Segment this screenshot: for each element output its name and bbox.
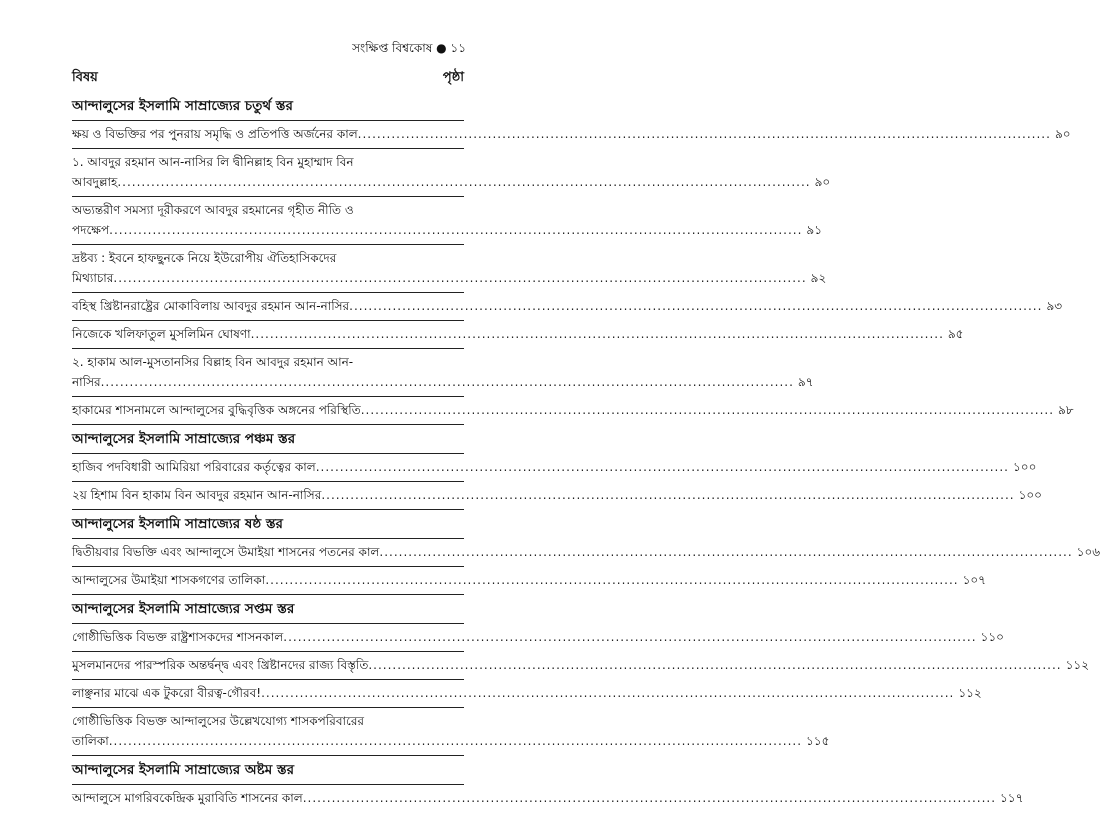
page-number: ৯০	[1054, 127, 1071, 141]
dot-leader	[113, 268, 806, 288]
entry-title: আন্দালুসে মাগরিবকেন্দ্রিক মুরাবিতি শাসনের কাল	[72, 791, 303, 805]
page-number: ৯৩	[1046, 299, 1063, 313]
entry-title-first-line: ২. হাকাম আল-মুসতানসির বিল্লাহ বিন আবদুর রহমান আন-	[72, 355, 354, 369]
toc-entry	[72, 149, 831, 197]
dot-leader	[101, 372, 794, 392]
page-number: ১০০	[1013, 460, 1037, 474]
subject-column-header: বিষয়	[72, 70, 98, 85]
entry-title: নিজেকে খলিফাতুল মুসলিমিন ঘোষণা	[72, 327, 251, 341]
entry-title: তালিকা	[72, 734, 109, 748]
dot-leader	[368, 655, 1061, 675]
dot-leader	[109, 220, 802, 240]
page-number: ১০৭	[962, 573, 986, 587]
entry-title-first-line: অভ্যন্তরীণ সমস্যা দূরীকরণে আবদুর রহমানের গৃহীত নীতি ও	[72, 203, 354, 217]
entry-title: মিথ্যাচার	[72, 271, 114, 285]
dot-leader	[361, 400, 1054, 420]
page-column-header: পৃষ্ঠা	[442, 70, 464, 85]
toc-entry	[72, 652, 1090, 680]
toc-entry	[72, 321, 964, 349]
page-number: ১১৫	[806, 734, 830, 748]
running-head: সংক্ষিপ্ত বিশ্বকোষ ● ১১	[352, 41, 466, 55]
entry-title: মুসলমানদের পারস্পরিক অন্তর্দ্বন্দ্ব এবং খ্রিষ্টানদের রাজ্য বিস্তৃতি	[72, 658, 369, 672]
toc-entry	[72, 624, 1004, 652]
section-heading: আন্দালুসের ইসলামি সাম্রাজ্যের পঞ্চম স্তর	[72, 425, 464, 454]
dot-leader	[117, 172, 810, 192]
page-number: ৯৮	[1058, 403, 1074, 417]
dot-leader	[321, 485, 1014, 505]
toc-entry	[72, 349, 814, 397]
page-number: ১১০	[980, 630, 1004, 644]
toc-entry	[72, 567, 986, 595]
entry-title: নাসির	[72, 375, 101, 389]
toc-entry	[72, 680, 982, 708]
entry-title: হাজিব পদবিধারী আমিরিয়া পরিবারের কর্তৃত্বের কাল	[72, 460, 316, 474]
dot-leader	[316, 457, 1009, 477]
toc-entry	[72, 397, 1074, 425]
toc-entry	[72, 197, 822, 245]
page-number: ৯৭	[797, 375, 814, 389]
page-number: ৯৫	[947, 327, 964, 341]
dot-leader	[109, 731, 802, 751]
toc-entry	[72, 245, 827, 293]
dot-leader	[303, 788, 996, 808]
section-heading: আন্দালুসের ইসলামি সাম্রাজ্যের সপ্তম স্তর	[72, 595, 464, 624]
entry-title: পদক্ষেপ	[72, 223, 110, 237]
page-number: ১১২	[1065, 658, 1090, 672]
entry-title: আবদুল্লাহ	[72, 175, 118, 189]
dot-leader	[261, 683, 954, 703]
entry-title: লাঞ্ছনার মাঝে এক টুকরো বীরত্ব-গৌরব!	[72, 686, 262, 700]
dot-leader	[265, 570, 958, 590]
section-heading: আন্দালুসের ইসলামি সাম্রাজ্যের চতুর্থ স্তর	[72, 92, 464, 121]
toc-entry	[72, 708, 830, 756]
entry-title-first-line: গোষ্ঠীভিত্তিক বিভক্ত আন্দালুসের উল্লেখযোগ্য শাসকপরিবারের	[72, 714, 365, 728]
entry-title: আন্দালুসের উমাইয়া শাসকগণের তালিকা	[72, 573, 266, 587]
section-heading: আন্দালুসের ইসলামি সাম্রাজ্যের ষষ্ঠ স্তর	[72, 510, 464, 539]
toc-entry	[72, 482, 1042, 510]
entry-title: হাকামের শাসনামলে আন্দালুসের বুদ্ধিবৃত্তিক অঙ্গনের পরিস্থিতি	[72, 403, 361, 417]
entry-title: ২য় হিশাম বিন হাকাম বিন আবদুর রহমান আন-নাসির	[72, 488, 322, 502]
toc-entry	[72, 785, 1024, 812]
dot-leader	[379, 542, 1072, 562]
toc-entry	[72, 121, 1071, 149]
toc-entry	[72, 454, 1037, 482]
entry-title: দ্বিতীয়বার বিভক্তি এবং আন্দালুসে উমাইয়া শাসনের পতনের কাল	[72, 545, 380, 559]
dot-leader	[251, 324, 944, 344]
page-number: ৯১	[806, 223, 822, 237]
dot-leader	[349, 296, 1042, 316]
page-number: ৯০	[814, 175, 831, 189]
page-number: ১১২	[958, 686, 982, 700]
dot-leader	[283, 627, 976, 647]
page-number: ১০০	[1018, 488, 1042, 502]
section-heading: আন্দালুসের ইসলামি সাম্রাজ্যের অষ্টম স্তর	[72, 756, 464, 785]
entry-title: গোষ্ঠীভিত্তিক বিভক্ত রাষ্ট্রশাসকদের শাসনকাল	[72, 630, 284, 644]
page-number: ৯২	[810, 271, 827, 285]
entry-title-first-line: দ্রষ্টব্য : ইবনে হাফছুনকে নিয়ে ইউরোপীয় ঐতিহাসিকদের	[72, 251, 337, 265]
toc-entry	[72, 539, 1100, 567]
page-number: ১০৬	[1076, 545, 1100, 559]
dot-leader	[358, 124, 1051, 144]
entry-title-first-line: ১. আবদুর রহমান আন-নাসির লি দ্বীনিল্লাহ বিন মুহাম্মাদ বিন	[72, 155, 354, 169]
page-number: ১১৭	[1000, 791, 1024, 805]
entry-title: ক্ষয় ও বিভক্তির পর পুনরায় সমৃদ্ধি ও প্রতিপত্তি অর্জনের কাল	[72, 127, 358, 141]
table-of-contents	[72, 92, 1100, 812]
toc-entry	[72, 293, 1063, 321]
entry-title: বহিস্থ খ্রিষ্টানরাষ্ট্রের মোকাবিলায় আবদুর রহমান আন-নাসির	[72, 299, 350, 313]
